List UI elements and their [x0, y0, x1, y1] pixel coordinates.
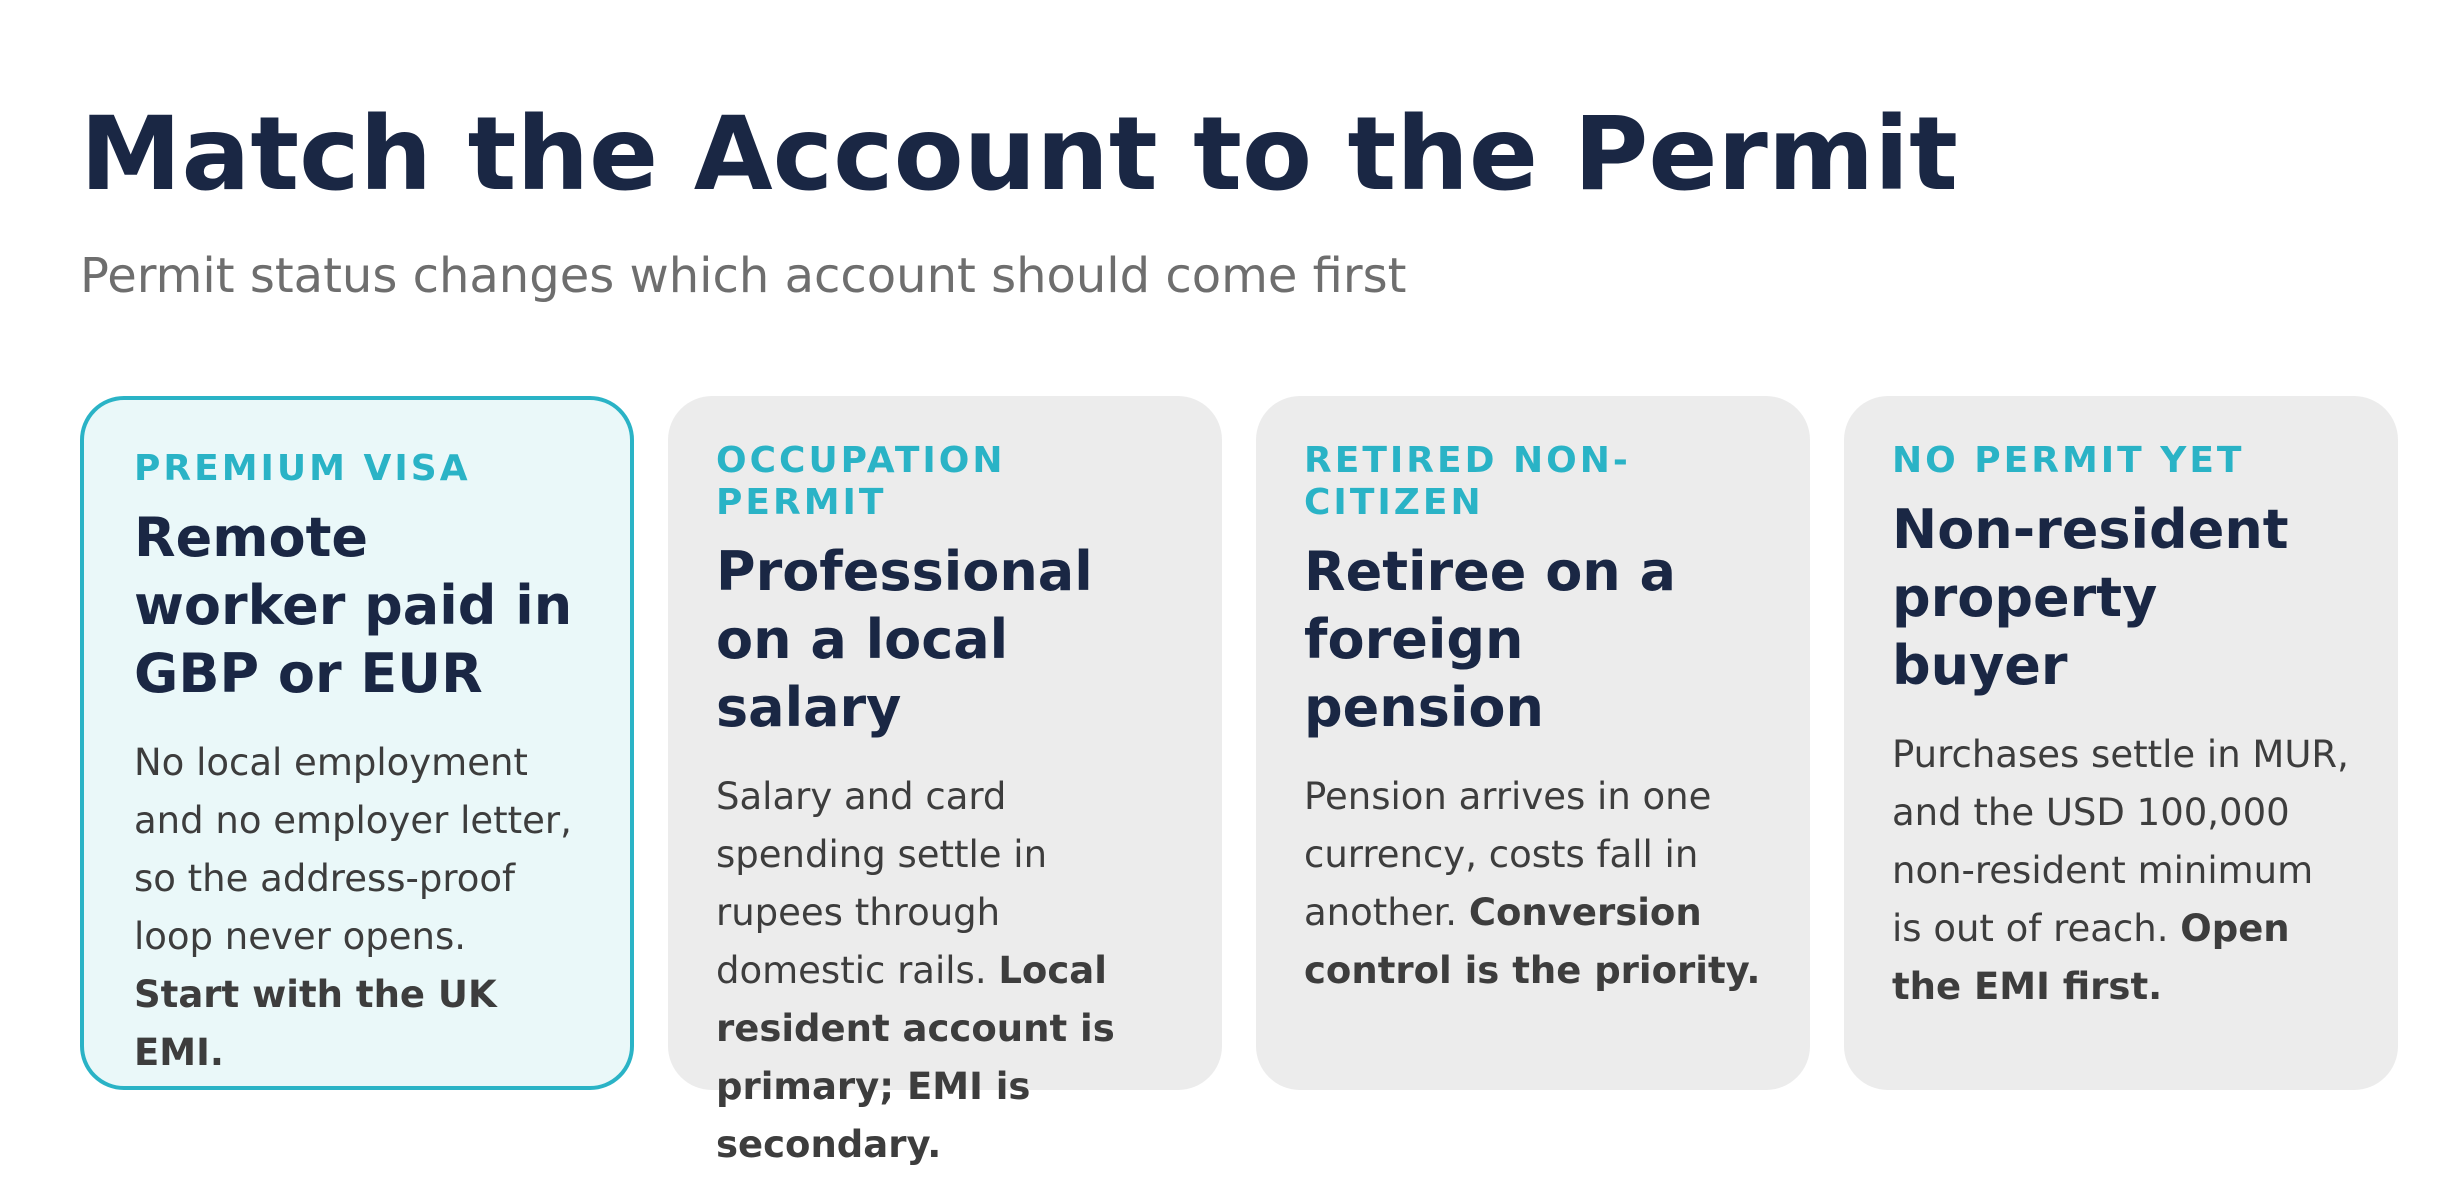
card-recommendation: Conversion control is the priority.: [1304, 891, 1761, 992]
card-body-text: Pension arrives in one currency, costs fall in another.: [1304, 775, 1712, 934]
card-body: [716, 768, 1174, 1174]
permit-cards: [80, 396, 2400, 1166]
card-premium-visa: [80, 396, 634, 1090]
card-recommendation: Start with the UK EMI.: [134, 973, 497, 1074]
card-body-text: Salary and card spending settle in rupees through domestic rails.: [716, 775, 1048, 992]
card-body-text: Purchases settle in MUR, and the USD 100,000 non-resident minimum is out of reach.: [1892, 733, 2349, 950]
card-body: [134, 734, 580, 1082]
card-tag: NO PERMIT YET: [1892, 440, 2245, 481]
card-tag: RETIRED NON-CITIZEN: [1304, 440, 1631, 523]
card-recommendation: Local resident account is primary; EMI is secondary.: [716, 949, 1115, 1166]
card-heading: Professional on a local salary: [716, 540, 1093, 739]
card-tag: PREMIUM VISA: [134, 448, 471, 489]
card-retired-non-citizen: [1256, 396, 1810, 1090]
card-no-permit-yet: [1844, 396, 2398, 1090]
page-title: Match the Account to the Permit: [80, 95, 1958, 214]
card-body-text: No local employment and no employer letter, so the address-proof loop never opens.: [134, 741, 572, 958]
card-heading: Retiree on a foreign pension: [1304, 540, 1676, 739]
page-subtitle: Permit status changes which account should come first: [80, 248, 1407, 304]
card-occupation-permit: [668, 396, 1222, 1166]
card-heading: Remote worker paid in GBP or EUR: [134, 506, 573, 705]
card-recommendation: Open the EMI first.: [1892, 907, 2290, 1008]
card-body: [1892, 726, 2350, 1016]
card-heading: Non-resident property buyer: [1892, 498, 2289, 697]
card-body: [1304, 768, 1762, 1000]
card-tag: OCCUPATION PERMIT: [716, 440, 1006, 523]
